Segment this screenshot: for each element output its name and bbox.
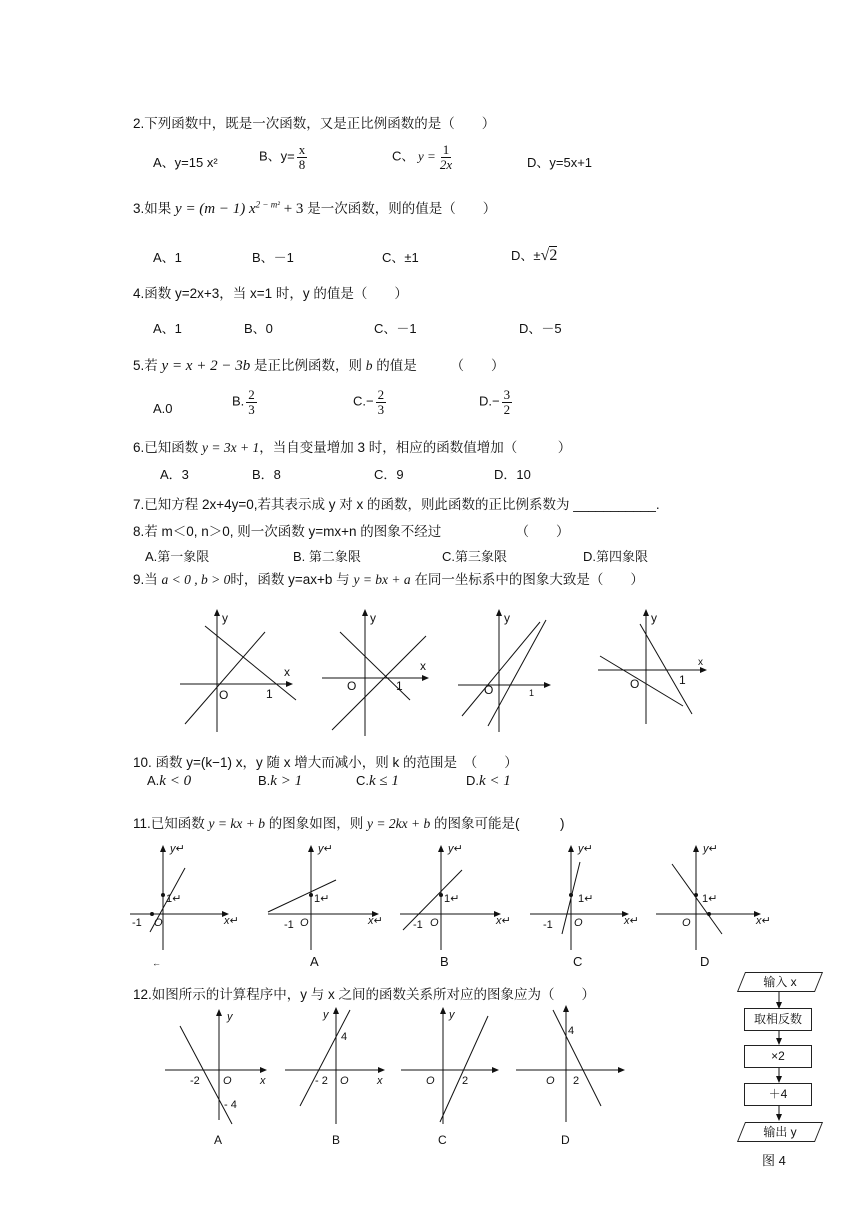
q9-g2-origin: O (347, 679, 357, 693)
q8-option-c: C.第三象限 (442, 549, 508, 564)
q10-stem: 10. 函数 y=(k−1) x，y 随 x 增大而减小，则 k 的范围是 （ ） (133, 755, 518, 770)
q9-g3-origin: O (484, 683, 494, 697)
q2-option-a: A、y=15 x² (153, 155, 218, 170)
q9-g2-y-label: y (370, 611, 376, 625)
flow-step-plus4: ＋4 (744, 1083, 812, 1106)
q11-c-y-label: y↵ (578, 843, 593, 855)
q11-formula2: y = 2kx + b (367, 816, 431, 831)
q11-d-x-label: x↵ (756, 915, 771, 927)
flow-input (741, 972, 819, 992)
q12-d-line (553, 1010, 601, 1106)
q10-c-value: k ≤ 1 (369, 773, 399, 789)
q9-label: 9.当 (133, 572, 158, 587)
q9-g3-one: 1 (529, 688, 535, 698)
q2-stem: 2.下列函数中，既是一次函数，又是正比例函数的是（ ） (133, 116, 496, 131)
q11-b-one: 1↵ (444, 893, 460, 905)
q2-b-denominator: 8 (298, 156, 306, 172)
q11-ref-x-label: x↵ (224, 915, 239, 927)
q9-g4-origin: O (630, 677, 640, 691)
q11-formula1: y = kx + b (208, 816, 265, 831)
q11-d-y-label: y↵ (703, 843, 718, 855)
q12-a-caption: A (214, 1133, 223, 1147)
q9-g1-origin: O (219, 688, 229, 702)
q6-option-a: A．3 (160, 467, 189, 482)
q6-option-d: D．10 (494, 467, 531, 482)
q3-exponent: 2 − m² (255, 199, 280, 210)
q12-a-mark-y: - 4 (224, 1099, 237, 1111)
q11-d-one: 1↵ (702, 893, 718, 905)
q9-g4-y-label: y (651, 611, 657, 625)
q9-condition: a < 0 , b > 0 (161, 572, 231, 587)
q10-b-value: k > 1 (270, 773, 303, 789)
q10-b-label: B. (258, 773, 271, 788)
q2-c-denominator: 2x (439, 156, 453, 172)
q5-b-denominator: 3 (248, 401, 255, 417)
q3-option-d-label: D、± (511, 248, 541, 263)
q12-d-mark-y: 4 (568, 1025, 575, 1037)
q12-b-y-label: y (323, 1009, 329, 1021)
q10-d-label: D. (466, 773, 479, 788)
q11-a-one: 1↵ (314, 893, 330, 905)
q12-c-line (440, 1016, 488, 1122)
q12-c-origin: O (426, 1075, 435, 1087)
q10-d-value: k < 1 (479, 773, 511, 789)
q9-mid: 时，函数 y=ax+b 与 (230, 572, 350, 587)
q9-g1-x-label: x (284, 665, 290, 679)
q5-label: 5.若 (133, 358, 158, 373)
q6-option-b: B．8 (252, 467, 281, 482)
q8-stem: 8.若 m＜0, n＞0, 则一次函数 y=mx+n 的图象不经过 （ ） (133, 524, 570, 539)
q3-option-c: C、±1 (382, 250, 419, 265)
q6-formula: y = 3x + 1 (202, 440, 260, 455)
q11-ref-origin: O (154, 917, 163, 929)
q12-c-mark-x: 2 (462, 1075, 469, 1087)
q12-d-caption: D (561, 1133, 570, 1147)
q11-a-x-label: x↵ (368, 915, 383, 927)
flow-step-negate: 取相反数 (744, 1008, 812, 1031)
q4-option-d: D、－5 (519, 321, 562, 336)
q12-stem: 12.如图所示的计算程序中，y 与 x 之间的函数关系所对应的图象应为（ ） (133, 987, 596, 1002)
q2-c-numerator: 1 (442, 142, 450, 157)
flow-output-text: 输出 y (763, 1125, 797, 1139)
q12-a-y-label: y (227, 1011, 233, 1023)
q8-option-d: D.第四象限 (583, 549, 649, 564)
q5-d-numerator: 3 (503, 387, 511, 402)
q2-option-b-label: B、y= (259, 148, 295, 164)
q12-d-mark-x: 2 (573, 1075, 580, 1087)
q7-stem: 7.已知方程 2x+4y=0,若其表示成 y 对 x 的函数，则此函数的正比例系数为 ___________. (133, 497, 660, 512)
q12-b-caption: B (332, 1133, 341, 1147)
q11-c-origin: O (574, 917, 583, 929)
q5-option-c-label: C.− (353, 393, 374, 409)
q11-a-caption: A (310, 954, 319, 969)
q9-g2-one: 1 (396, 679, 403, 693)
q11-a-y-label: y↵ (318, 843, 333, 855)
q10-c-label: C. (356, 773, 369, 788)
flow-input-text: 输入 x (763, 975, 797, 989)
q11-d-origin: O (682, 917, 691, 929)
q3-formula: y = (m − 1) x (175, 201, 256, 217)
q9-g4-one: 1 (679, 673, 686, 687)
q5-tail: 的值是 （ ） (376, 358, 505, 373)
q3-option-d: D、±√2 (511, 247, 558, 264)
q12-d-origin: O (546, 1075, 555, 1087)
q12-b-mark-y: 4 (341, 1031, 348, 1043)
q12-b-x-label: x (377, 1075, 383, 1087)
q9-g4-x-label: x (698, 657, 703, 668)
q3-tail: 是一次函数，则的值是（ ） (307, 201, 497, 216)
q9-g1-y-label: y (222, 611, 228, 625)
q12-c-caption: C (438, 1133, 447, 1147)
q8-option-b: B. 第二象限 (293, 549, 361, 564)
q5-var: b (365, 358, 373, 373)
q11-b-caption: B (440, 954, 449, 969)
q11-b-neg1: -1 (413, 919, 423, 931)
q12-b-origin: O (340, 1075, 349, 1087)
q11-b-y-label: y↵ (448, 843, 463, 855)
q5-c-numerator: 2 (377, 387, 385, 402)
q11-c-caption: C (573, 954, 583, 969)
q9-tail: 在同一坐标系中的图象大致是（ ） (414, 572, 644, 587)
q2-option-c-label: C、 (392, 148, 415, 164)
flow-step-times2: ×2 (744, 1045, 812, 1068)
q12-a-x-label: x (260, 1075, 266, 1087)
q9-g1-one: 1 (266, 687, 273, 701)
q12-b-mark-x: - 2 (315, 1075, 328, 1087)
q12-b-line (300, 1010, 350, 1106)
q4-option-c: C、－1 (374, 321, 417, 336)
q5-c-denominator: 3 (377, 401, 385, 417)
q4-stem: 4.函数 y=2x+3，当 x=1 时，y 的值是（ ） (133, 286, 408, 301)
flow-output (741, 1122, 819, 1142)
q3-option-a: A、1 (153, 250, 182, 265)
q6-option-c: C．9 (374, 467, 404, 482)
q11-a-origin: O (300, 917, 309, 929)
q11-ref-caption: ← (152, 958, 161, 968)
q5-formula: y = x + 2 − 3b (161, 358, 251, 374)
flow-caption: 图 4 (762, 1153, 786, 1168)
q11-tail: 的图象可能是( ) (433, 816, 565, 831)
q9-g2-x-label: x (420, 659, 426, 673)
q11-c-neg1: -1 (543, 919, 553, 931)
q6-label: 6.已知函数 (133, 440, 199, 455)
q2-b-numerator: x (298, 142, 306, 157)
q11-mid: 的图象如图，则 (268, 816, 364, 831)
q5-mid: 是正比例函数，则 (253, 358, 362, 373)
q9-formula: y = bx + a (353, 572, 411, 587)
q10-a-value: k < 0 (159, 773, 192, 789)
q12-a-mark-x: -2 (190, 1075, 200, 1087)
q3-option-b: B、－1 (252, 250, 294, 265)
q5-option-b-label: B. (232, 393, 245, 409)
q6-tail: ，当自变量增加 3 时，相应的函数值增加（ ） (259, 440, 572, 455)
q11-b-origin: O (430, 917, 439, 929)
q4-option-b: B、0 (244, 321, 273, 336)
q3-label: 3.如果 (133, 201, 172, 216)
q5-option-a: A.0 (153, 401, 173, 416)
q8-option-a: A.第一象限 (145, 549, 210, 564)
q11-d-caption: D (700, 954, 710, 969)
q11-b-x-label: x↵ (496, 915, 511, 927)
q11-ref-one: 1↵ (166, 893, 182, 905)
q3-d-radicand: 2 (549, 247, 558, 264)
q10-a-label: A. (147, 773, 160, 788)
q5-d-denominator: 2 (503, 401, 511, 417)
q4-option-a: A、1 (153, 321, 182, 336)
q11-c-x-label: x↵ (624, 915, 639, 927)
q11-ref-neg1: -1 (132, 917, 142, 929)
q5-b-numerator: 2 (248, 387, 255, 402)
q12-c-y-label: y (449, 1009, 455, 1021)
q2-option-d: D、y=5x+1 (527, 155, 593, 170)
q12-a-origin: O (223, 1075, 232, 1087)
q5-option-d-label: D.− (479, 393, 500, 409)
q9-g3-y-label: y (504, 611, 510, 625)
q3-plus: + 3 (283, 201, 304, 217)
q11-c-one: 1↵ (578, 893, 594, 905)
q11-a-neg1: -1 (284, 919, 294, 931)
q11-label: 11.已知函数 (133, 816, 205, 831)
q2-c-y: y = (418, 148, 436, 164)
q11-ref-y-label: y↵ (170, 843, 185, 855)
